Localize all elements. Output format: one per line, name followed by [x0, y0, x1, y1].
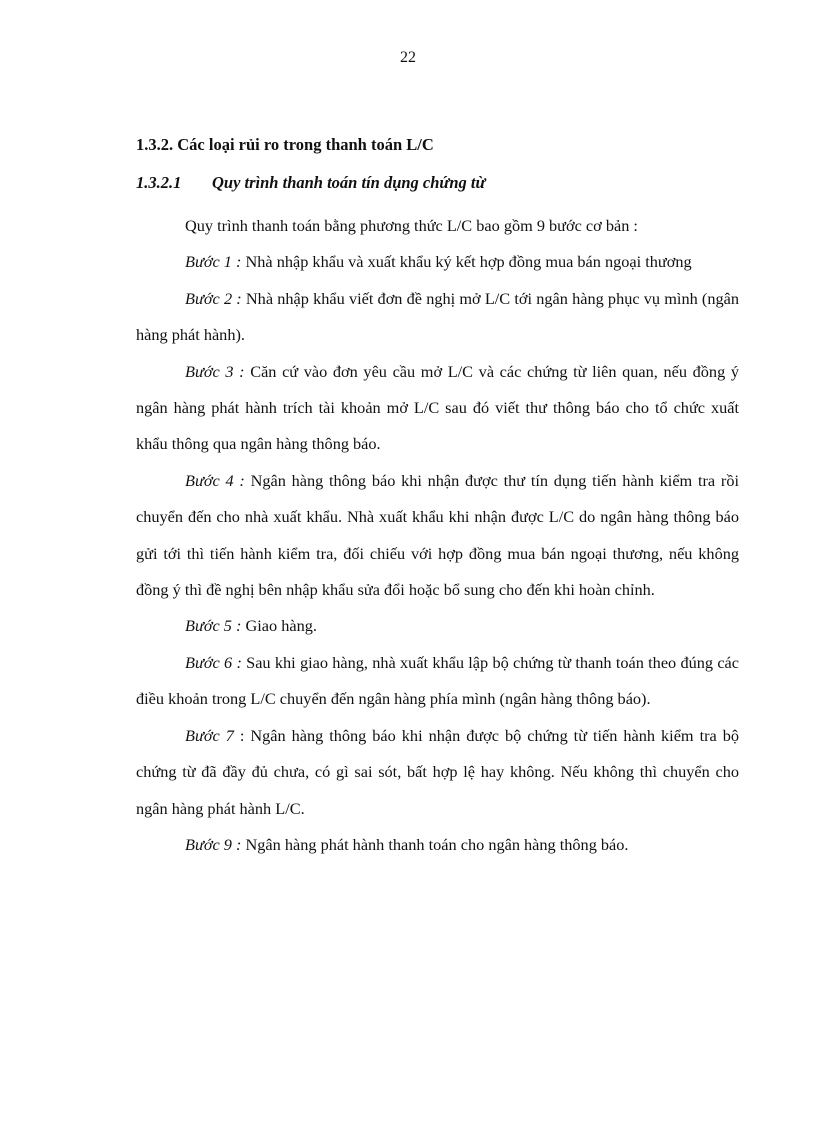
step-paragraph [136, 645, 739, 718]
subsection-heading [136, 172, 739, 194]
step-label: Bước 2 : [185, 288, 242, 308]
step-paragraph [136, 718, 739, 827]
subsection-title: Quy trình thanh toán tín dụng chứng từ [212, 173, 486, 192]
intro-paragraph: Quy trình thanh toán bằng phương thức L/C bao gồm 9 bước cơ bản : [185, 216, 638, 235]
step-paragraph [136, 281, 739, 354]
step-text: Nhà nhập khẩu viết đơn đề nghị mở L/C tới ngân hàng phục vụ mình (ngân hàng phát hành). [136, 288, 740, 345]
step-paragraph [136, 463, 739, 609]
step-label: Bước 3 : [185, 361, 245, 381]
step-text: Giao hàng. [241, 616, 317, 636]
section-heading: 1.3.2. Các loại rủi ro trong thanh toán L/C [136, 135, 434, 154]
subsection-number: 1.3.2.1 [136, 173, 182, 192]
step-text: Ngân hàng phát hành thanh toán cho ngân hàng thông báo. [241, 834, 629, 854]
step-text: : Ngân hàng thông báo khi nhận được bộ chứng từ tiến hành kiểm tra bộ chứng từ đã đầy đủ chưa, có gì sai sót, bất hợp lệ hay không. Nếu không thì chuyển cho ngân hàng phát hành L/C. [136, 725, 740, 818]
step-label: Bước 7 [185, 725, 234, 745]
step-text: Ngân hàng thông báo khi nhận được thư tín dụng tiến hành kiểm tra rồi chuyển đến cho nhà xuất khẩu. Nhà xuất khẩu khi nhận được L/C do ngân hàng thông báo gửi tới thì tiến hành kiểm tra, đối chiếu với hợp đồng mua bán ngoại thương, nếu không đồng ý thì đề nghị bên nhập khẩu sửa đổi hoặc bổ sung cho đến khi hoàn chỉnh. [136, 470, 739, 600]
step-text: Nhà nhập khẩu và xuất khẩu ký kết hợp đồng mua bán ngoại thương [241, 252, 692, 272]
step-label: Bước 4 : [185, 470, 245, 490]
step-label: Bước 9 : [185, 834, 242, 854]
step-paragraph [136, 827, 739, 863]
step-text: Căn cứ vào đơn yêu cầu mở L/C và các chứng từ liên quan, nếu đồng ý ngân hàng phát hành trích tài khoản mở L/C sau đó viết thư thông báo cho tổ chức xuất khẩu thông qua ngân hàng thông báo. [136, 361, 739, 454]
step-paragraph [136, 608, 739, 644]
step-label: Bước 6 : [185, 652, 242, 672]
step-paragraph [136, 244, 739, 280]
step-label: Bước 5 : [185, 616, 242, 636]
step-label: Bước 1 : [185, 252, 242, 272]
page-number: 22 [400, 49, 416, 66]
step-paragraph [136, 354, 739, 463]
document-body [136, 134, 739, 863]
step-text: Sau khi giao hàng, nhà xuất khẩu lập bộ chứng từ thanh toán theo đúng các điều khoản trong L/C chuyển đến ngân hàng phía mình (ngân hàng thông báo). [136, 652, 739, 709]
